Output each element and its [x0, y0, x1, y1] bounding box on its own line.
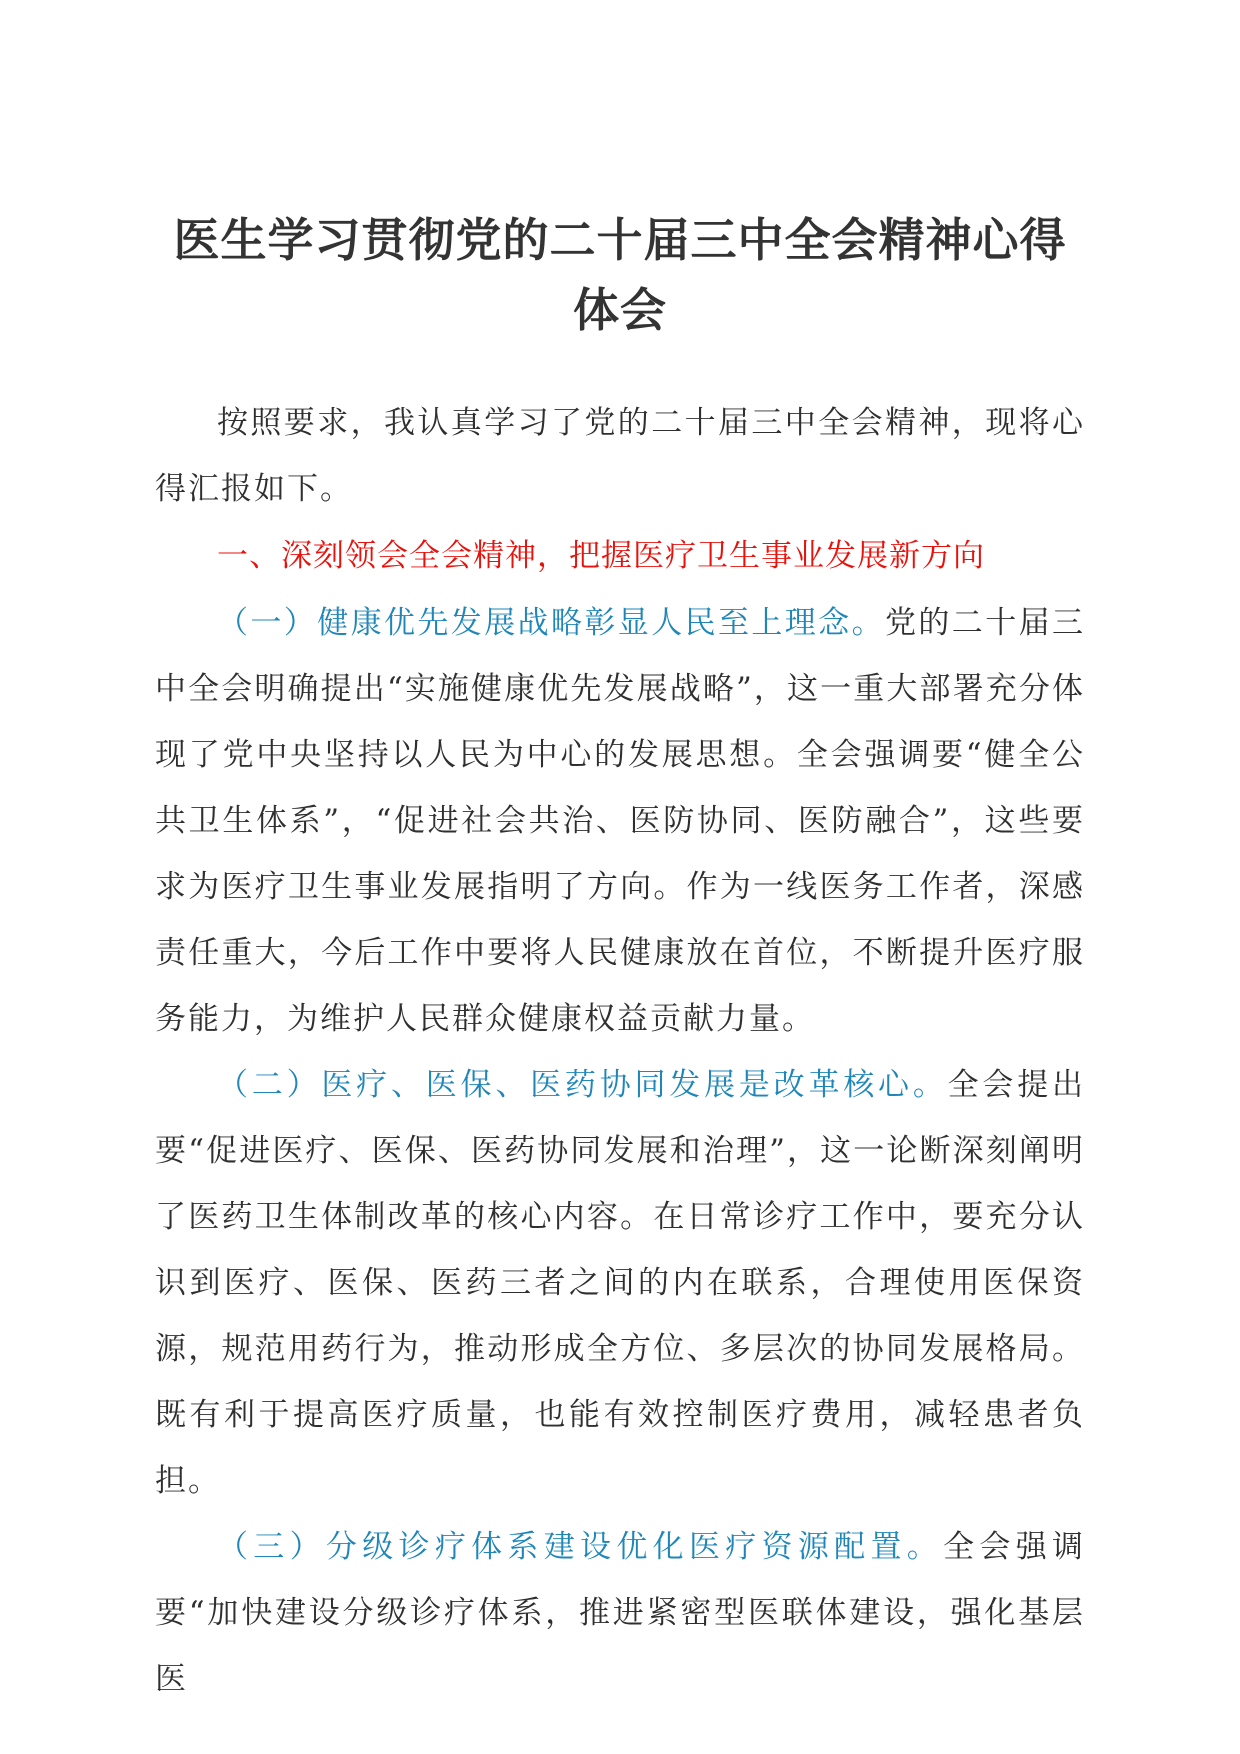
point-paragraph-2 [155, 1052, 1085, 1514]
point-subheading-2: （二）医疗、医保、医药协同发展是改革核心。 [217, 1067, 948, 1103]
document-page [155, 205, 1085, 1712]
intro-paragraph: 按照要求，我认真学习了党的二十届三中全会精神，现将心得汇报如下。 [155, 405, 1085, 507]
point-subheading-1: （一）健康优先发展战略彰显人民至上理念。 [217, 605, 885, 641]
document-title: 医生学习贯彻党的二十届三中全会精神心得体会 [173, 213, 1067, 337]
point-text-1: 党的二十届三中全会明确提出“实施健康优先发展战略”，这一重大部署充分体现了党中央坚持以人民为中心的发展思想。全会强调要“健全公共卫生体系”，“促进社会共治、医防协同、医防融合”，这些要求为医疗卫生事业发展指明了方向。作为一线医务工作者，深感责任重大，今后工作中要将人民健康放在首位，不断提升医疗服务能力，为维护人民群众健康权益贡献力量。 [155, 605, 1085, 1037]
point-subheading-3: （三）分级诊疗体系建设优化医疗资源配置。 [217, 1529, 944, 1565]
point-paragraph-1 [155, 590, 1085, 1052]
section-heading-1: 一、深刻领会全会精神，把握医疗卫生事业发展新方向 [217, 538, 985, 574]
point-paragraph-3 [155, 1514, 1085, 1712]
document-body [155, 390, 1085, 1712]
point-text-2: 全会提出要“促进医疗、医保、医药协同发展和治理”，这一论断深刻阐明了医药卫生体制改革的核心内容。在日常诊疗工作中，要充分认识到医疗、医保、医药三者之间的内在联系，合理使用医保资源，规范用药行为，推动形成全方位、多层次的协同发展格局。既有利于提高医疗质量，也能有效控制医疗费用，减轻患者负担。 [155, 1067, 1085, 1499]
point-text-3: 全会强调要“加快建设分级诊疗体系，推进紧密型医联体建设，强化基层医 [155, 1529, 1086, 1697]
